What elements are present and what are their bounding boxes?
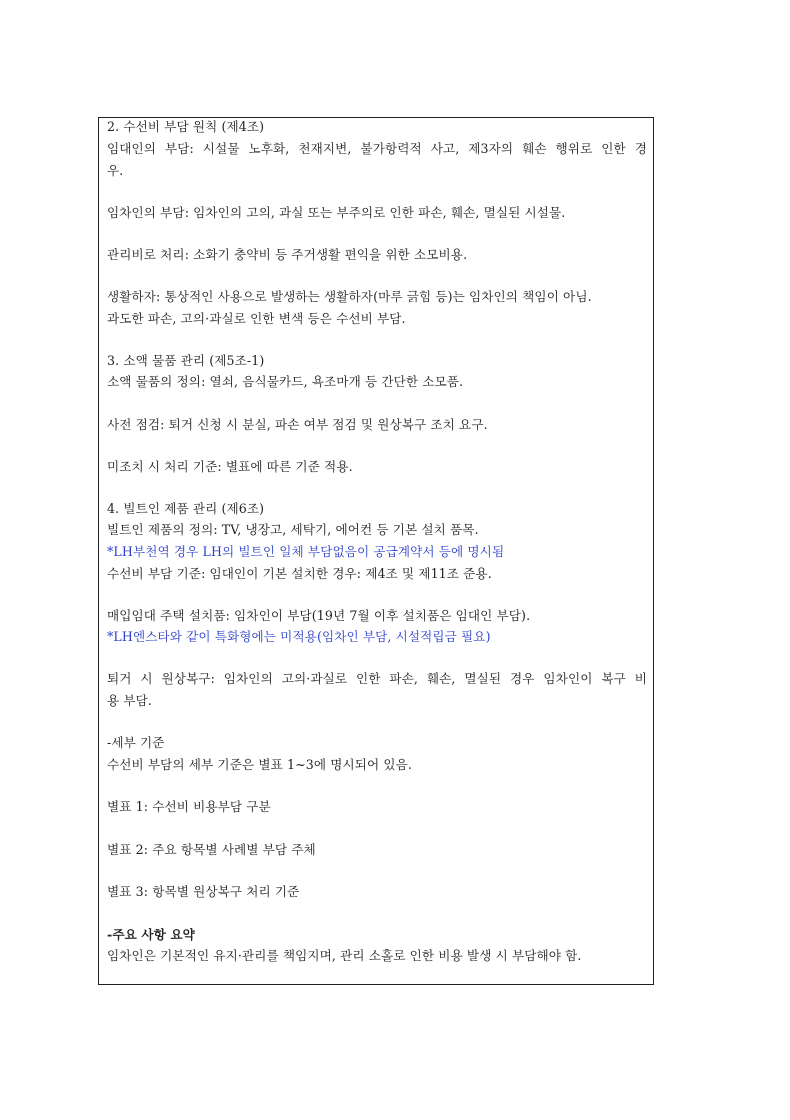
note-line: *LH엔스타와 같이 특화형에는 미적용(임차인 부담, 시설적립금 필요) xyxy=(107,629,491,644)
text-line: 사전 점검: 퇴거 신청 시 분실, 파손 여부 점검 및 원상복구 조치 요구. xyxy=(107,417,488,432)
subsection-heading: -세부 기준 xyxy=(107,735,165,750)
text-line: 수선비 부담 기준: 임대인이 기본 설치한 경우: 제4조 및 제11조 준용. xyxy=(107,566,492,581)
section-heading-2: 2. 수선비 부담 원칙 (제4조) xyxy=(107,119,265,134)
text-line: 용 부담. xyxy=(107,693,153,708)
text-line: 생활하자: 통상적인 사용으로 발생하는 생활하자(마루 긁힘 등)는 임차인의 책임이 아님. xyxy=(107,289,592,304)
text-line: 관리비로 처리: 소화기 충약비 등 주거생활 편익을 위한 소모비용. xyxy=(107,247,468,262)
text-line: 수선비 부담의 세부 기준은 별표 1~3에 명시되어 있음. xyxy=(107,757,413,772)
appendix-line: 별표 3: 항목별 원상복구 처리 기준 xyxy=(107,884,300,899)
text-line: 우. xyxy=(107,163,124,178)
text-line: 임차인의 부담: 임차인의 고의, 과실 또는 부주의로 인한 파손, 훼손, 멸실된 시설물. xyxy=(107,205,566,220)
section-heading-3: 3. 소액 물품 관리 (제5조-1) xyxy=(107,353,265,368)
appendix-line: 별표 1: 수선비 비용부담 구분 xyxy=(107,799,271,814)
section-heading-4: 4. 빌트인 제품 관리 (제6조) xyxy=(107,501,265,516)
summary-heading: -주요 사항 요약 xyxy=(107,927,195,942)
text-line: 임대인의 부담: 시설물 노후화, 천재지변, 불가항력적 사고, 제3자의 훼손 행위로 인한 경 xyxy=(107,141,647,156)
text-line: 소액 물품의 정의: 열쇠, 음식물카드, 욕조마개 등 간단한 소모품. xyxy=(107,374,464,389)
text-line: 퇴거 시 원상복구: 임차인의 고의·과실로 인한 파손, 훼손, 멸실된 경우 임차인이 복구 비 xyxy=(107,671,647,686)
note-line: *LH부천역 경우 LH의 빌트인 일체 부담없음이 공급계약서 등에 명시됨 xyxy=(107,544,505,559)
text-line: 빌트인 제품의 정의: TV, 냉장고, 세탁기, 에어컨 등 기본 설치 품목. xyxy=(107,522,479,537)
text-line: 임차인은 기본적인 유지·관리를 책임지며, 관리 소홀로 인한 비용 발생 시 부담해야 함. xyxy=(107,948,582,963)
text-line: 매입임대 주택 설치품: 임차인이 부담(19년 7월 이후 설치품은 임대인 부담). xyxy=(107,608,531,623)
appendix-line: 별표 2: 주요 항목별 사례별 부담 주체 xyxy=(107,842,316,857)
text-line: 미조치 시 처리 기준: 별표에 따른 기준 적용. xyxy=(107,459,353,474)
text-line: 과도한 파손, 고의·과실로 인한 변색 등은 수선비 부담. xyxy=(107,311,406,326)
